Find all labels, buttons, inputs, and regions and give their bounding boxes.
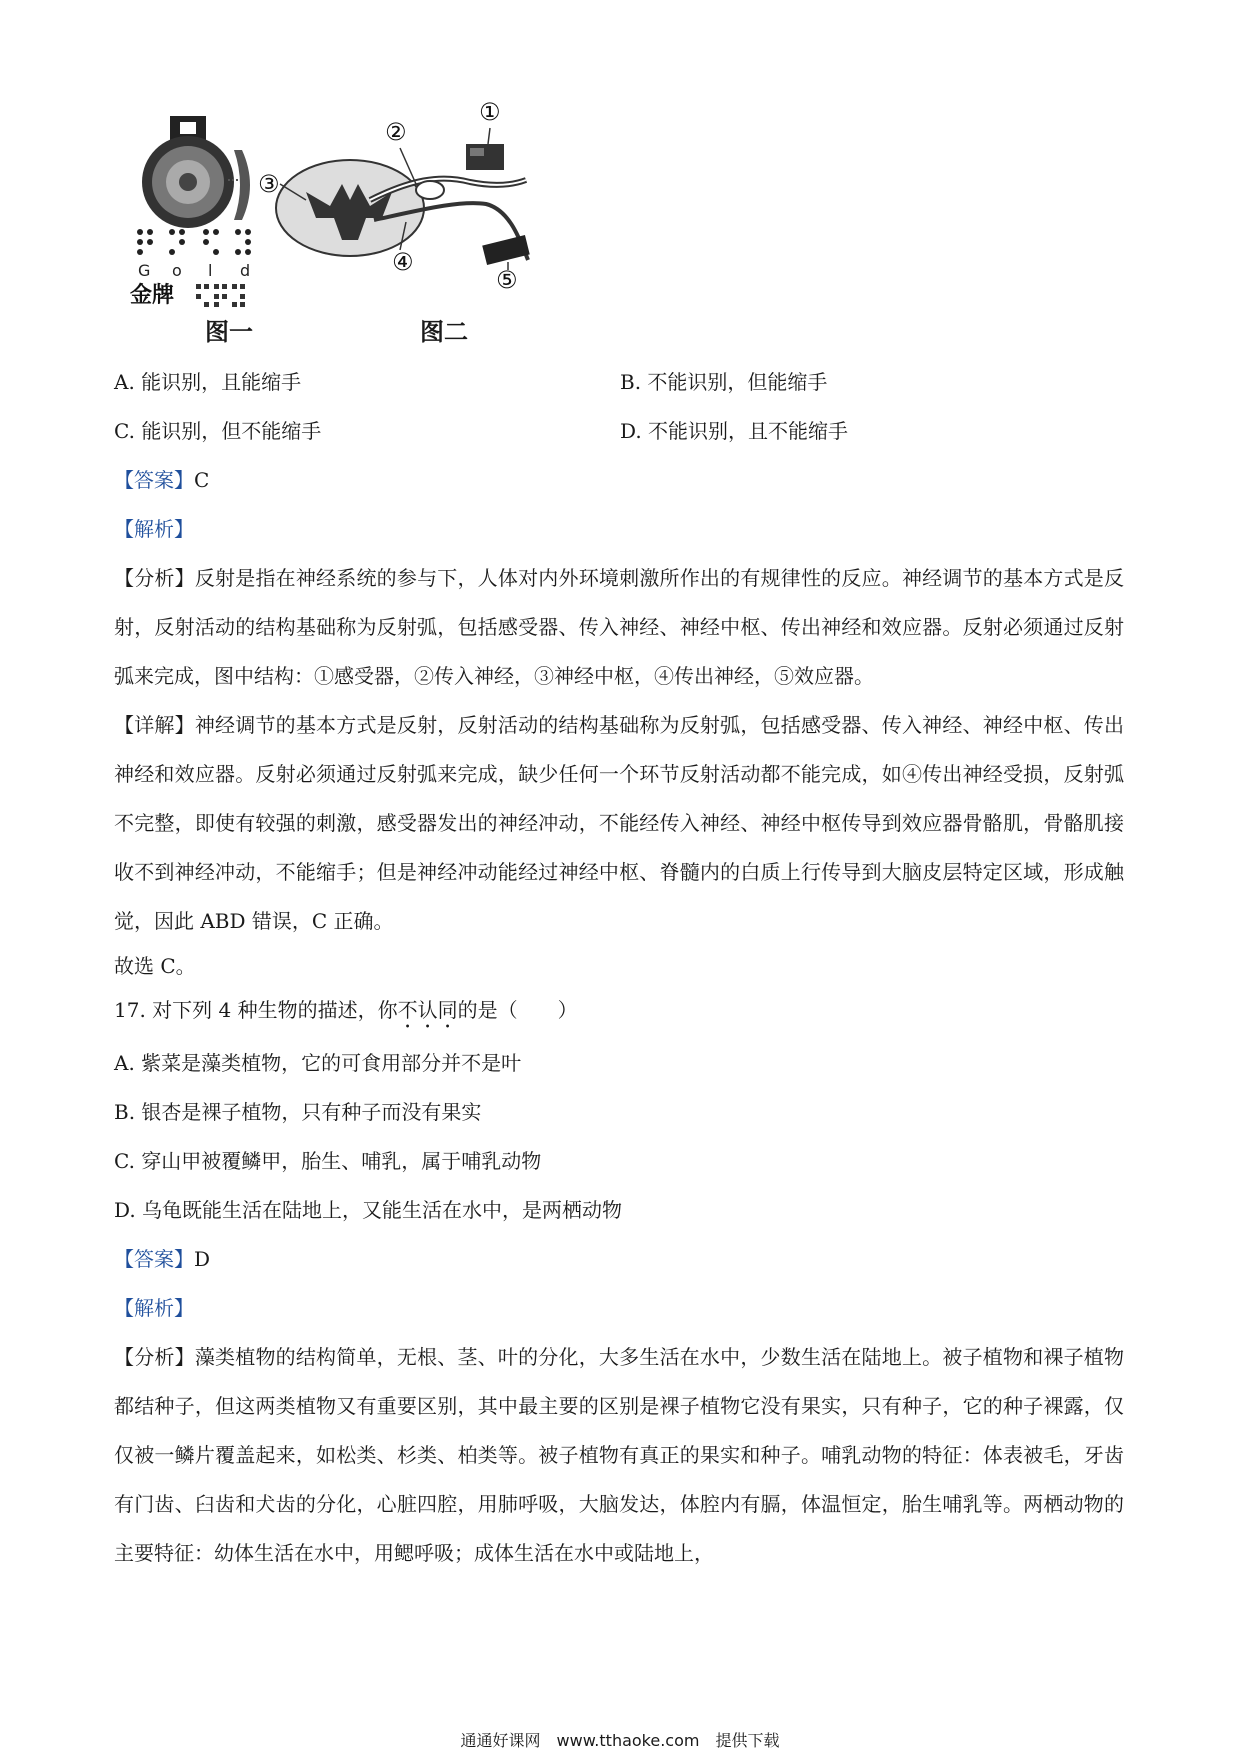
q17-stem [114,996,578,1033]
fenxi-text: 反射是指在神经系统的参与下，人体对内外环境刺激所作出的有规律性的反应。神经调节的基本方式是反射，反射活动的结构基础称为反射弧，包括感受器、传入神经、神经中枢、传出神经和效应器。反射必须通过反射弧来完成，图中结构：①感受器，②传入神经，③神经中枢，④传出神经，⑤效应器。 [114,566,1125,688]
answer-tag: 【答案】 [114,468,194,492]
fenxi-tag: 【分析】 [114,566,195,590]
q17-option-b [114,1098,481,1126]
marker-receptor: ① [479,100,501,126]
option-text: 能识别，但不能缩手 [141,419,322,443]
option-text: 银杏是裸子植物，只有种子而没有果实 [141,1100,482,1124]
marker-nerve-center: ③ [258,170,280,198]
q16-conclusion: 故选 C。 [114,954,196,978]
option-label: D. [620,419,642,443]
figure-area [130,100,590,350]
q16-option-d [620,417,848,445]
q16-option-b [620,368,827,396]
marker-effector: ⑤ [496,266,518,294]
option-text: 能识别，且能缩手 [141,370,302,394]
figures-svg [130,100,590,350]
q17-fenxi-paragraph [114,1333,1124,1578]
q16-analysis-heading [114,515,194,543]
gold-medal-illustration [142,116,250,228]
q16-xiangjie-paragraph [114,701,1124,946]
stem-text: 的是（ ） [457,998,578,1022]
marker-afferent-nerve: ② [385,118,407,146]
answer-value: D [194,1247,211,1271]
marker-efferent-nerve: ④ [392,248,414,276]
option-label: B. [620,370,642,394]
q17-answer [114,1245,210,1273]
option-label: A. [114,370,135,394]
xiangjie-text: 神经调节的基本方式是反射，反射活动的结构基础称为反射弧，包括感受器、传入神经、神经中枢、传出神经和效应器。反射必须通过反射弧来完成，缺少任何一个环节反射活动都不能完成，如④传出神经受损，反射弧不完整，即使有较强的刺激，感受器发出的神经冲动，不能经传入神经、神经中枢传导到效应器骨骼肌，骨骼肌接收不到神经冲动，不能缩手；但是神经冲动能经过神经中枢、脊髓内的白质上行传导到大脑皮层特定区域，形成触觉，因此 ABD 错误，C 正确。 [114,713,1125,933]
xiangjie-tag: 【详解】 [114,713,195,737]
braille-letters [138,261,250,280]
q17-option-d [114,1196,622,1224]
option-text: 紫菜是藻类植物，它的可食用部分并不是叶 [141,1051,522,1075]
answer-value: C [194,468,210,492]
option-text: 不能识别，但能缩手 [647,370,828,394]
stem-emphasis: 不认同 [397,998,458,1022]
figure2-caption: 图二 [420,318,468,346]
q16-option-a [114,368,301,396]
fenxi-text: 藻类植物的结构简单，无根、茎、叶的分化，大多生活在水中，少数生活在陆地上。被子植物和裸子植物都结种子，但这两类植物又有重要区别，其中最主要的区别是裸子植物它没有果实，只有种子，它的种子裸露，仅仅被一鳞片覆盖起来，如松类、杉类、柏类等。被子植物有真正的果实和种子。哺乳动物的特征：体表被毛，牙齿有门齿、臼齿和犬齿的分化，心脏四腔，用肺呼吸，大脑发达，体腔内有膈，体温恒定，胎生哺乳等。两栖动物的主要特征：幼体生活在水中，用鳃呼吸；成体生活在水中或陆地上， [114,1345,1125,1565]
q16-fenxi-paragraph [114,554,1124,701]
option-text: 不能识别，且不能缩手 [648,419,849,443]
q17-option-a [114,1049,521,1077]
option-text: 穿山甲被覆鳞甲，胎生、哺乳，属于哺乳动物 [141,1149,542,1173]
braille-word-dots [196,284,245,307]
braille-letter: l [208,261,213,280]
answer-tag: 【答案】 [114,1247,194,1271]
braille-letter: G [138,261,151,280]
stem-text: 17. 对下列 4 种生物的描述，你 [114,998,398,1022]
option-label: B. [114,1100,136,1124]
braille-word: 金牌 [130,283,175,308]
page-footer: 通通好课网 www.tthaoke.com 提供下载 [460,1731,780,1750]
analysis-tag: 【解析】 [114,517,194,541]
option-label: A. [114,1051,135,1075]
q16-option-c [114,417,321,445]
q16-answer [114,466,209,494]
braille-letter: o [172,261,182,280]
option-label: D. [114,1198,136,1222]
fenxi-tag: 【分析】 [114,1345,195,1369]
figure1-caption: 图一 [205,318,253,346]
analysis-tag: 【解析】 [114,1296,194,1320]
q17-option-c [114,1147,541,1175]
option-label: C. [114,1149,135,1173]
option-label: C. [114,419,135,443]
q17-analysis-heading [114,1294,194,1322]
option-text: 乌龟既能生活在陆地上，又能生活在水中，是两栖动物 [142,1198,623,1222]
braille-letter: d [240,261,251,280]
braille-dots [137,229,251,255]
